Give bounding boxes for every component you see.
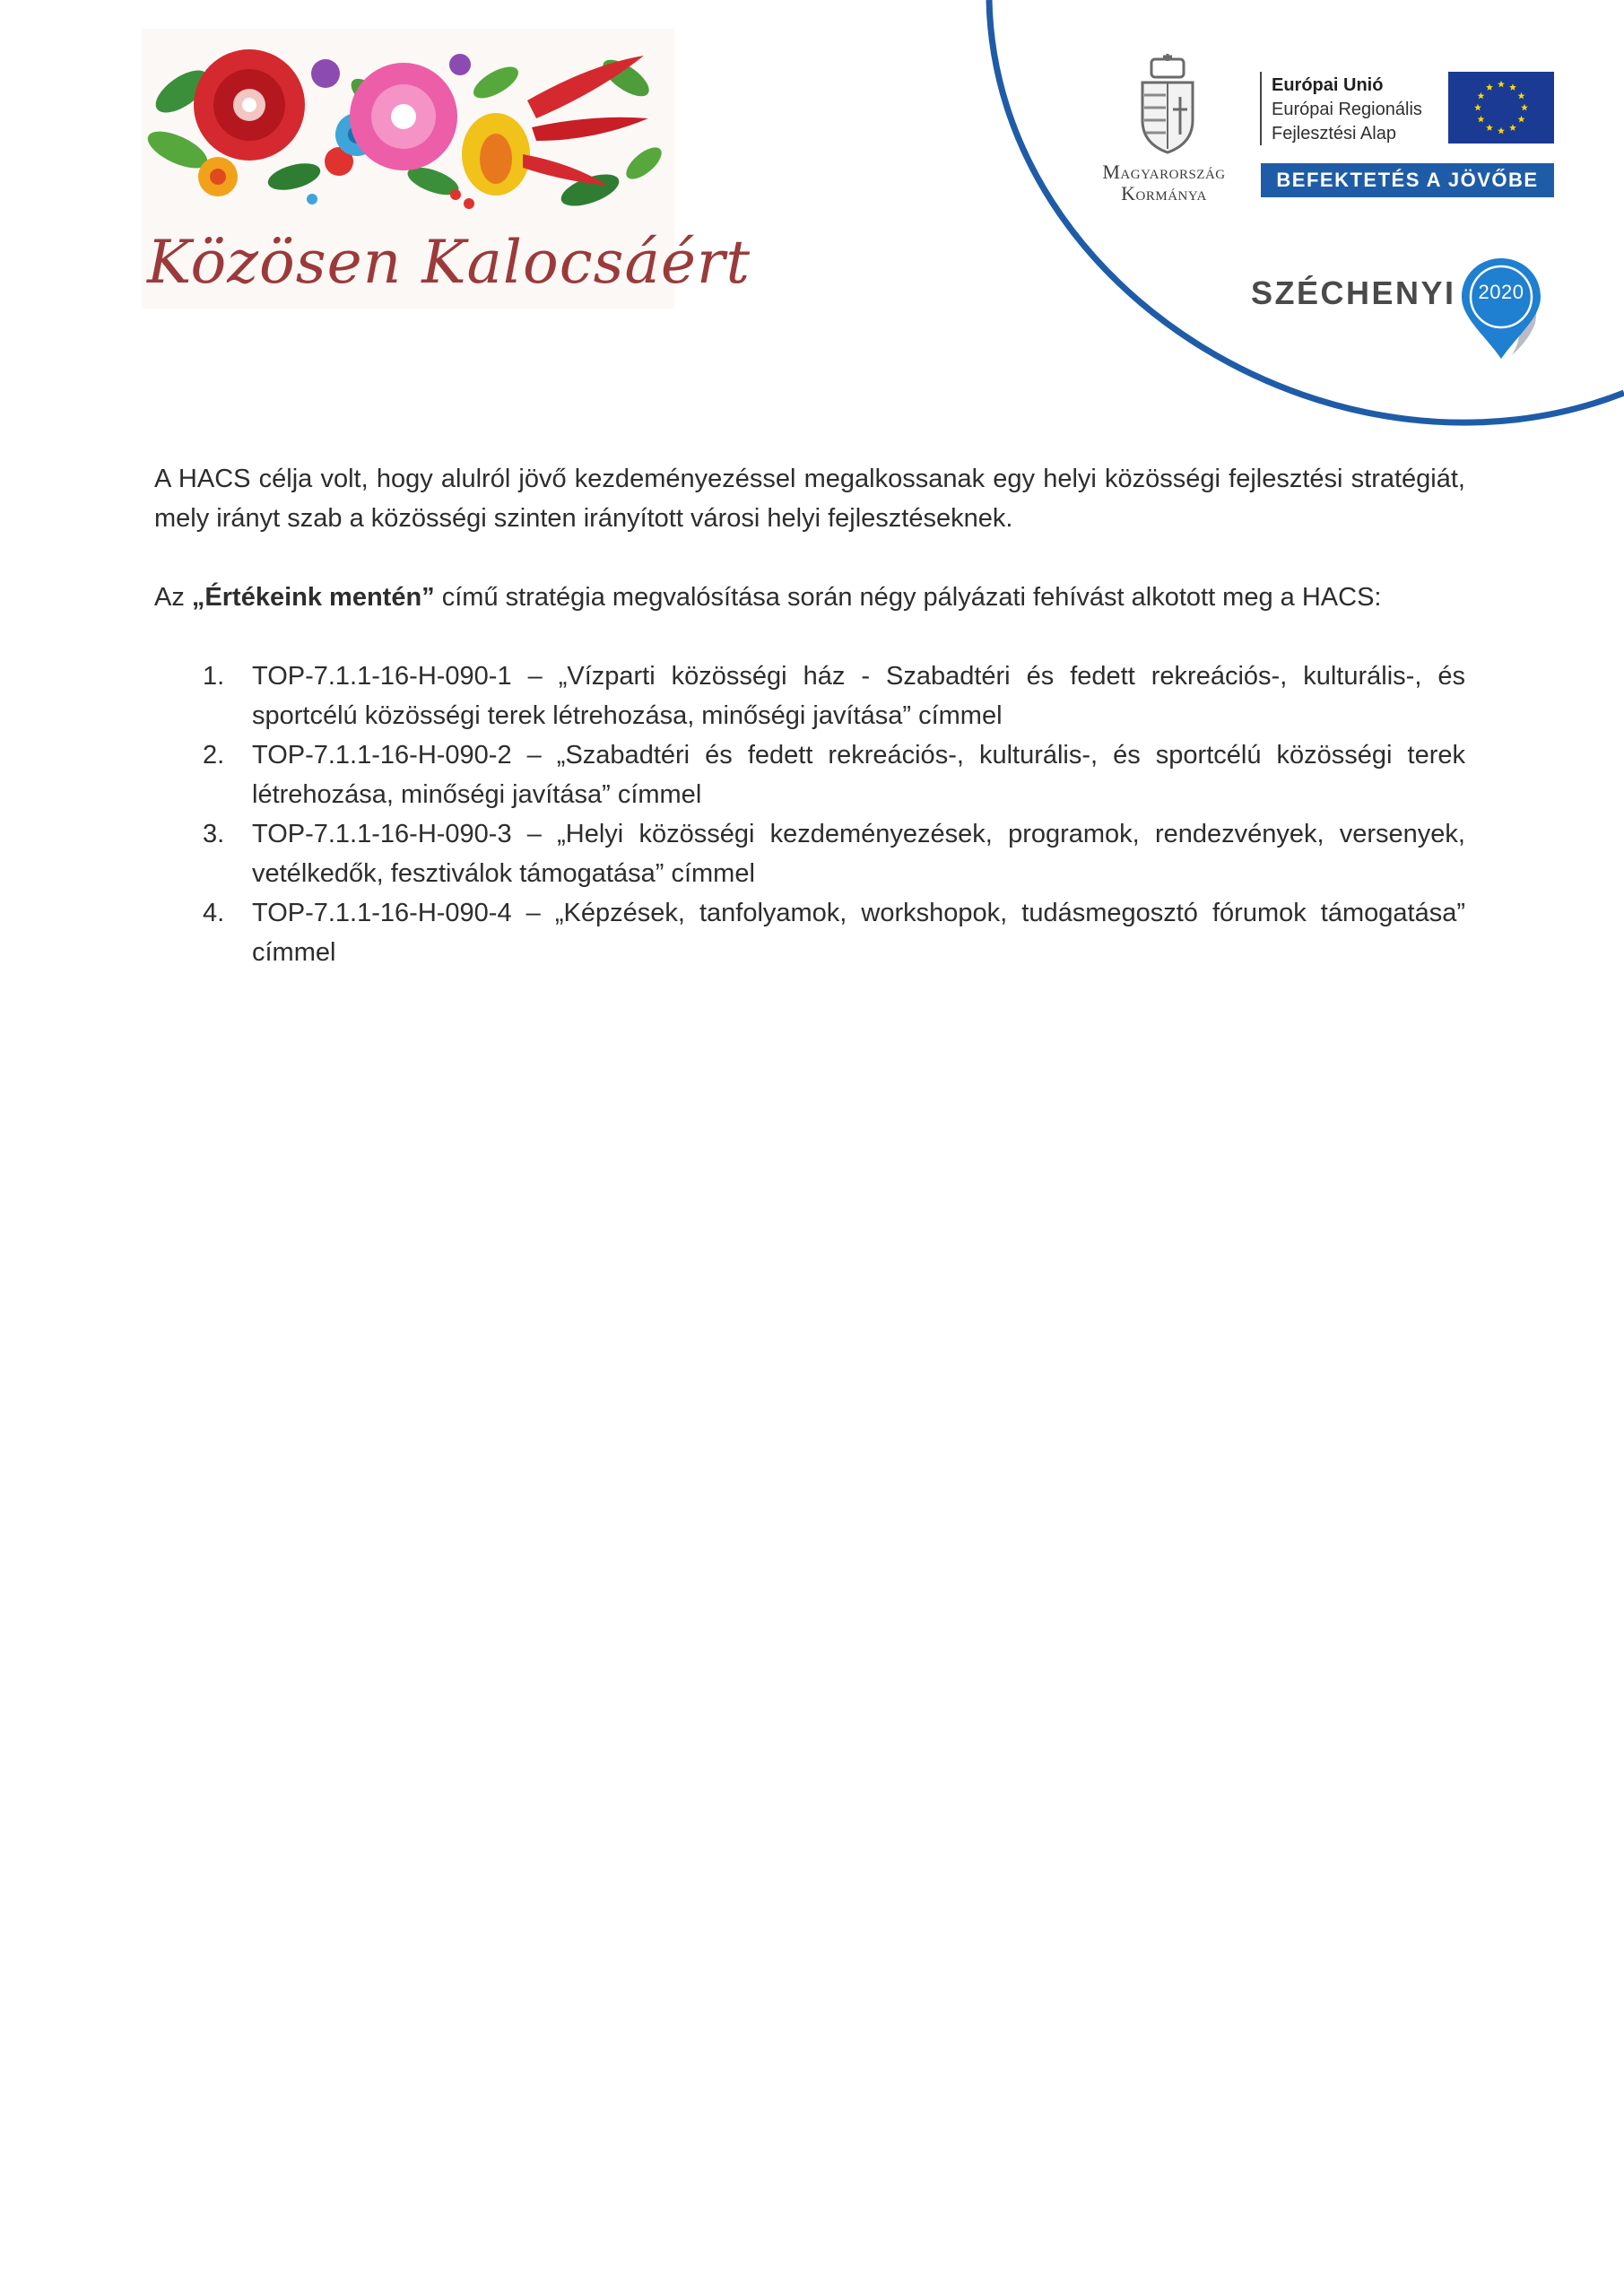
document-body xyxy=(154,459,1465,972)
government-name-line1: Magyarország xyxy=(1102,161,1226,183)
strategy-paragraph xyxy=(154,578,1465,617)
eu-fund-line1: Európai Regionális xyxy=(1272,100,1422,119)
coat-of-arms-icon xyxy=(1135,54,1200,154)
list-item xyxy=(154,893,1465,972)
list-item-number: 2. xyxy=(203,741,225,770)
kozosen-kalocsaert-logo xyxy=(142,29,751,309)
list-item-text: TOP-7.1.1-16-H-090-4 – „Képzések, tanfolyamok, workshopok, tudásmegosztó fórumok támogatása” címmel xyxy=(252,899,1465,967)
list-item-text: TOP-7.1.1-16-H-090-1 – „Vízparti közösségi ház - Szabadtéri és fedett rekreációs-, kulturális-, és sportcélú közösségi terek létrehozása, minőségi javítása” címmel xyxy=(252,662,1465,730)
eu-star-icon xyxy=(1518,92,1525,100)
eu-fund-line2: Fejlesztési Alap xyxy=(1272,124,1396,144)
strategy-title: „Értékeink mentén” xyxy=(191,583,435,612)
eu-star-icon xyxy=(1521,104,1528,111)
eu-star-icon xyxy=(1486,124,1493,131)
intro-paragraph: A HACS célja volt, hogy alulról jövő kezdeményezéssel megalkossanak egy helyi közösségi fejlesztési stratégiát, mely irányt szab a közösségi szinten irányított városi helyi fejlesztéseknek. xyxy=(154,465,1465,533)
list-item xyxy=(154,814,1465,893)
eu-star-icon xyxy=(1498,81,1505,88)
list-item xyxy=(154,735,1465,814)
list-item-number: 1. xyxy=(203,662,225,691)
eu-star-icon xyxy=(1474,104,1481,111)
logo-title: Közösen Kalocsáért xyxy=(147,228,751,297)
investment-banner: BEFEKTETÉS A JÖVŐBE xyxy=(1261,163,1554,197)
eu-star-icon xyxy=(1509,124,1516,131)
eu-star-icon xyxy=(1509,83,1516,91)
eu-star-icon xyxy=(1518,116,1525,123)
calls-list xyxy=(154,657,1465,972)
szechenyi-year: 2020 xyxy=(1478,281,1524,303)
strategy-prefix: Az xyxy=(154,583,192,612)
eu-union-label: Európai Unió xyxy=(1272,75,1384,95)
eu-flag-icon xyxy=(1448,72,1554,144)
eu-star-icon xyxy=(1477,92,1484,100)
government-name-line2: Kormánya xyxy=(1121,182,1207,204)
eu-fund-text xyxy=(1272,74,1422,146)
list-item-number: 4. xyxy=(203,899,225,927)
strategy-suffix: című stratégia megvalósítása során négy pályázati fehívást alkotott meg a HACS: xyxy=(434,583,1382,612)
list-item xyxy=(154,657,1465,735)
eu-star-icon xyxy=(1486,83,1493,91)
szechenyi-2020-pin-icon xyxy=(1462,258,1542,359)
eu-divider xyxy=(1260,72,1262,145)
kalocsa-flower-ornament-icon xyxy=(142,29,674,235)
eu-star-icon xyxy=(1498,127,1505,135)
list-item-text: TOP-7.1.1-16-H-090-2 – „Szabadtéri és fedett rekreációs-, kulturális-, és sportcélú közösségi terek létrehozása, minőségi javítása” címmel xyxy=(252,741,1465,809)
government-name xyxy=(1083,161,1245,204)
eu-star-icon xyxy=(1477,116,1484,123)
list-item-text: TOP-7.1.1-16-H-090-3 – „Helyi közösségi kezdeményezések, programok, rendezvények, versenyek, vetélkedők, fesztiválok támogatása” címmel xyxy=(252,820,1465,888)
szechenyi-label: SZÉCHENYI xyxy=(1251,274,1456,311)
list-item-number: 3. xyxy=(203,820,225,848)
